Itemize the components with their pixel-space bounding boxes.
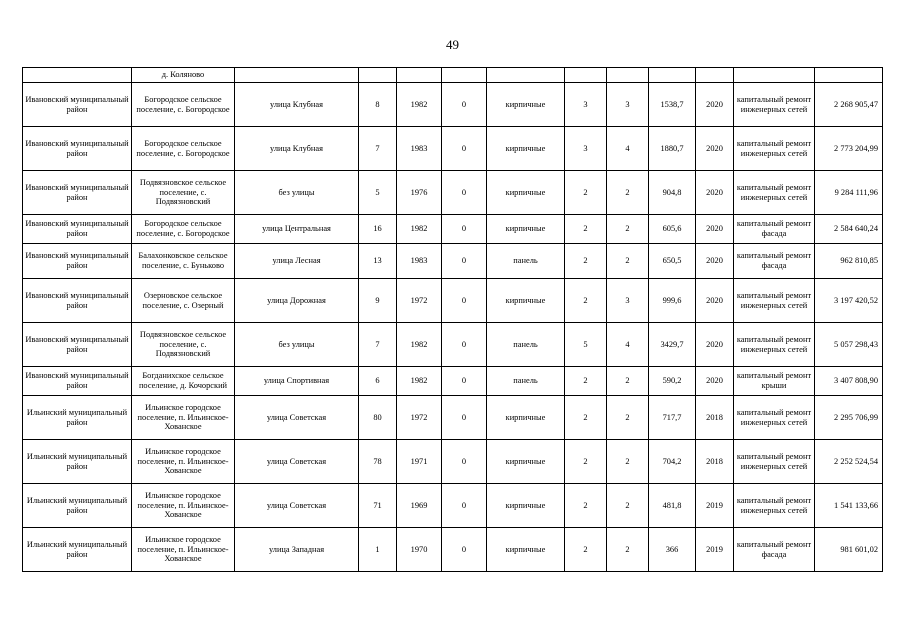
work-type-cell: капитальный ремонт инженерных сетей	[734, 279, 815, 323]
build-year-cell: 1972	[397, 396, 442, 440]
entrances-cell: 2	[607, 528, 649, 572]
wall-material-cell: кирпичные	[487, 396, 565, 440]
street-cell: улица Лесная	[235, 244, 359, 279]
table-body	[23, 68, 883, 572]
flag-cell: 0	[442, 215, 487, 244]
street-cell: без улицы	[235, 171, 359, 215]
work-type-cell	[734, 68, 815, 83]
plan-year-cell: 2020	[696, 83, 734, 127]
street-cell: улица Западная	[235, 528, 359, 572]
cost-cell	[815, 68, 883, 83]
flag-cell: 0	[442, 396, 487, 440]
house-number-cell: 7	[359, 323, 397, 367]
flag-cell: 0	[442, 528, 487, 572]
build-year-cell: 1982	[397, 215, 442, 244]
flag-cell: 0	[442, 484, 487, 528]
settlement-cell: Ильинское городское поселение, п. Ильинское-Хованское	[132, 440, 235, 484]
house-number-cell: 78	[359, 440, 397, 484]
house-number-cell: 16	[359, 215, 397, 244]
house-number-cell: 7	[359, 127, 397, 171]
table-row	[23, 528, 883, 572]
area-cell	[649, 68, 696, 83]
settlement-cell: Подвязновское сельское поселение, с. Подвязновский	[132, 171, 235, 215]
area-cell: 605,6	[649, 215, 696, 244]
flag-cell: 0	[442, 323, 487, 367]
work-type-cell: капитальный ремонт инженерных сетей	[734, 396, 815, 440]
house-number-cell: 8	[359, 83, 397, 127]
flag-cell	[442, 68, 487, 83]
work-type-cell: капитальный ремонт фасада	[734, 528, 815, 572]
entrances-cell: 2	[607, 396, 649, 440]
plan-year-cell: 2018	[696, 440, 734, 484]
settlement-cell: Озерновское сельское поселение, с. Озерный	[132, 279, 235, 323]
plan-year-cell: 2020	[696, 244, 734, 279]
street-cell: без улицы	[235, 323, 359, 367]
wall-material-cell: кирпичные	[487, 484, 565, 528]
work-type-cell: капитальный ремонт фасада	[734, 244, 815, 279]
district-cell: Ильинский муниципальный район	[23, 484, 132, 528]
entrances-cell: 2	[607, 171, 649, 215]
cost-cell: 2 268 905,47	[815, 83, 883, 127]
flag-cell: 0	[442, 83, 487, 127]
settlement-cell: Ильинское городское поселение, п. Ильинское-Хованское	[132, 484, 235, 528]
work-type-cell: капитальный ремонт инженерных сетей	[734, 484, 815, 528]
work-type-cell: капитальный ремонт инженерных сетей	[734, 127, 815, 171]
district-cell: Ивановский муниципальный район	[23, 171, 132, 215]
wall-material-cell: кирпичные	[487, 440, 565, 484]
work-type-cell: капитальный ремонт инженерных сетей	[734, 83, 815, 127]
table-row	[23, 323, 883, 367]
table-row	[23, 367, 883, 396]
build-year-cell: 1971	[397, 440, 442, 484]
street-cell	[235, 68, 359, 83]
district-cell: Ивановский муниципальный район	[23, 367, 132, 396]
table-row	[23, 396, 883, 440]
entrances-cell: 2	[607, 244, 649, 279]
entrances-cell: 4	[607, 323, 649, 367]
cost-cell: 2 295 706,99	[815, 396, 883, 440]
area-cell: 366	[649, 528, 696, 572]
plan-year-cell: 2018	[696, 396, 734, 440]
settlement-cell: Богородское сельское поселение, с. Богородское	[132, 127, 235, 171]
floors-cell: 2	[565, 484, 607, 528]
wall-material-cell: кирпичные	[487, 171, 565, 215]
table-row	[23, 215, 883, 244]
entrances-cell: 2	[607, 440, 649, 484]
wall-material-cell: панель	[487, 244, 565, 279]
house-number-cell: 9	[359, 279, 397, 323]
area-cell: 650,5	[649, 244, 696, 279]
build-year-cell: 1976	[397, 171, 442, 215]
work-type-cell: капитальный ремонт инженерных сетей	[734, 440, 815, 484]
floors-cell: 2	[565, 396, 607, 440]
wall-material-cell: кирпичные	[487, 83, 565, 127]
area-cell: 904,8	[649, 171, 696, 215]
district-cell: Ивановский муниципальный район	[23, 215, 132, 244]
cost-cell: 2 773 204,99	[815, 127, 883, 171]
floors-cell: 3	[565, 83, 607, 127]
entrances-cell	[607, 68, 649, 83]
floors-cell	[565, 68, 607, 83]
flag-cell: 0	[442, 440, 487, 484]
street-cell: улица Дорожная	[235, 279, 359, 323]
table-row	[23, 83, 883, 127]
street-cell: улица Советская	[235, 396, 359, 440]
street-cell: улица Центральная	[235, 215, 359, 244]
build-year-cell: 1970	[397, 528, 442, 572]
area-cell: 481,8	[649, 484, 696, 528]
floors-cell: 2	[565, 279, 607, 323]
district-cell: Ивановский муниципальный район	[23, 127, 132, 171]
plan-year-cell	[696, 68, 734, 83]
floors-cell: 5	[565, 323, 607, 367]
area-cell: 1880,7	[649, 127, 696, 171]
entrances-cell: 2	[607, 215, 649, 244]
table-row	[23, 171, 883, 215]
district-cell: Ильинский муниципальный район	[23, 528, 132, 572]
cost-cell: 3 197 420,52	[815, 279, 883, 323]
wall-material-cell: панель	[487, 367, 565, 396]
street-cell: улица Спортивная	[235, 367, 359, 396]
floors-cell: 2	[565, 440, 607, 484]
settlement-cell: Подвязновское сельское поселение, с. Подвязновский	[132, 323, 235, 367]
plan-year-cell: 2019	[696, 484, 734, 528]
flag-cell: 0	[442, 244, 487, 279]
flag-cell: 0	[442, 367, 487, 396]
house-number-cell: 6	[359, 367, 397, 396]
table-row	[23, 484, 883, 528]
plan-year-cell: 2020	[696, 367, 734, 396]
entrances-cell: 3	[607, 83, 649, 127]
wall-material-cell: кирпичные	[487, 215, 565, 244]
cost-cell: 2 584 640,24	[815, 215, 883, 244]
floors-cell: 2	[565, 215, 607, 244]
floors-cell: 2	[565, 171, 607, 215]
house-number-cell: 13	[359, 244, 397, 279]
plan-year-cell: 2020	[696, 279, 734, 323]
table-row	[23, 127, 883, 171]
plan-year-cell: 2020	[696, 323, 734, 367]
build-year-cell: 1982	[397, 367, 442, 396]
wall-material-cell: кирпичные	[487, 127, 565, 171]
settlement-cell: Богданихское сельское поселение, д. Кочорский	[132, 367, 235, 396]
floors-cell: 2	[565, 528, 607, 572]
build-year-cell: 1983	[397, 127, 442, 171]
street-cell: улица Советская	[235, 440, 359, 484]
flag-cell: 0	[442, 127, 487, 171]
district-cell: Ивановский муниципальный район	[23, 83, 132, 127]
area-cell: 3429,7	[649, 323, 696, 367]
area-cell: 590,2	[649, 367, 696, 396]
build-year-cell: 1982	[397, 323, 442, 367]
house-number-cell	[359, 68, 397, 83]
cost-cell: 962 810,85	[815, 244, 883, 279]
floors-cell: 3	[565, 127, 607, 171]
street-cell: улица Клубная	[235, 83, 359, 127]
plan-year-cell: 2020	[696, 215, 734, 244]
work-type-cell: капитальный ремонт крыши	[734, 367, 815, 396]
area-cell: 1538,7	[649, 83, 696, 127]
entrances-cell: 4	[607, 127, 649, 171]
flag-cell: 0	[442, 171, 487, 215]
plan-year-cell: 2020	[696, 127, 734, 171]
wall-material-cell	[487, 68, 565, 83]
work-type-cell: капитальный ремонт фасада	[734, 215, 815, 244]
cost-cell: 9 284 111,96	[815, 171, 883, 215]
build-year-cell: 1969	[397, 484, 442, 528]
area-cell: 717,7	[649, 396, 696, 440]
street-cell: улица Советская	[235, 484, 359, 528]
settlement-cell: Богородское сельское поселение, с. Богородское	[132, 215, 235, 244]
floors-cell: 2	[565, 367, 607, 396]
plan-year-cell: 2020	[696, 171, 734, 215]
entrances-cell: 2	[607, 367, 649, 396]
build-year-cell: 1972	[397, 279, 442, 323]
house-number-cell: 1	[359, 528, 397, 572]
district-cell: Ивановский муниципальный район	[23, 323, 132, 367]
cost-cell: 981 601,02	[815, 528, 883, 572]
build-year-cell: 1983	[397, 244, 442, 279]
street-cell: улица Клубная	[235, 127, 359, 171]
wall-material-cell: кирпичные	[487, 528, 565, 572]
wall-material-cell: кирпичные	[487, 279, 565, 323]
entrances-cell: 2	[607, 484, 649, 528]
table-row	[23, 68, 883, 83]
cost-cell: 1 541 133,66	[815, 484, 883, 528]
housing-registry-table	[22, 67, 883, 572]
table-row	[23, 440, 883, 484]
district-cell	[23, 68, 132, 83]
plan-year-cell: 2019	[696, 528, 734, 572]
district-cell: Ильинский муниципальный район	[23, 440, 132, 484]
work-type-cell: капитальный ремонт инженерных сетей	[734, 171, 815, 215]
area-cell: 704,2	[649, 440, 696, 484]
cost-cell: 5 057 298,43	[815, 323, 883, 367]
table-row	[23, 244, 883, 279]
house-number-cell: 80	[359, 396, 397, 440]
table-row	[23, 279, 883, 323]
cost-cell: 2 252 524,54	[815, 440, 883, 484]
house-number-cell: 5	[359, 171, 397, 215]
settlement-cell: Балахонковское сельское поселение, с. Буньково	[132, 244, 235, 279]
work-type-cell: капитальный ремонт инженерных сетей	[734, 323, 815, 367]
settlement-cell: Богородское сельское поселение, с. Богородское	[132, 83, 235, 127]
entrances-cell: 3	[607, 279, 649, 323]
build-year-cell	[397, 68, 442, 83]
settlement-cell: д. Коляново	[132, 68, 235, 83]
settlement-cell: Ильинское городское поселение, п. Ильинское-Хованское	[132, 528, 235, 572]
district-cell: Ивановский муниципальный район	[23, 244, 132, 279]
build-year-cell: 1982	[397, 83, 442, 127]
house-number-cell: 71	[359, 484, 397, 528]
area-cell: 999,6	[649, 279, 696, 323]
page-number: 49	[446, 37, 459, 52]
settlement-cell: Ильинское городское поселение, п. Ильинское-Хованское	[132, 396, 235, 440]
district-cell: Ильинский муниципальный район	[23, 396, 132, 440]
district-cell: Ивановский муниципальный район	[23, 279, 132, 323]
cost-cell: 3 407 808,90	[815, 367, 883, 396]
floors-cell: 2	[565, 244, 607, 279]
flag-cell: 0	[442, 279, 487, 323]
wall-material-cell: панель	[487, 323, 565, 367]
